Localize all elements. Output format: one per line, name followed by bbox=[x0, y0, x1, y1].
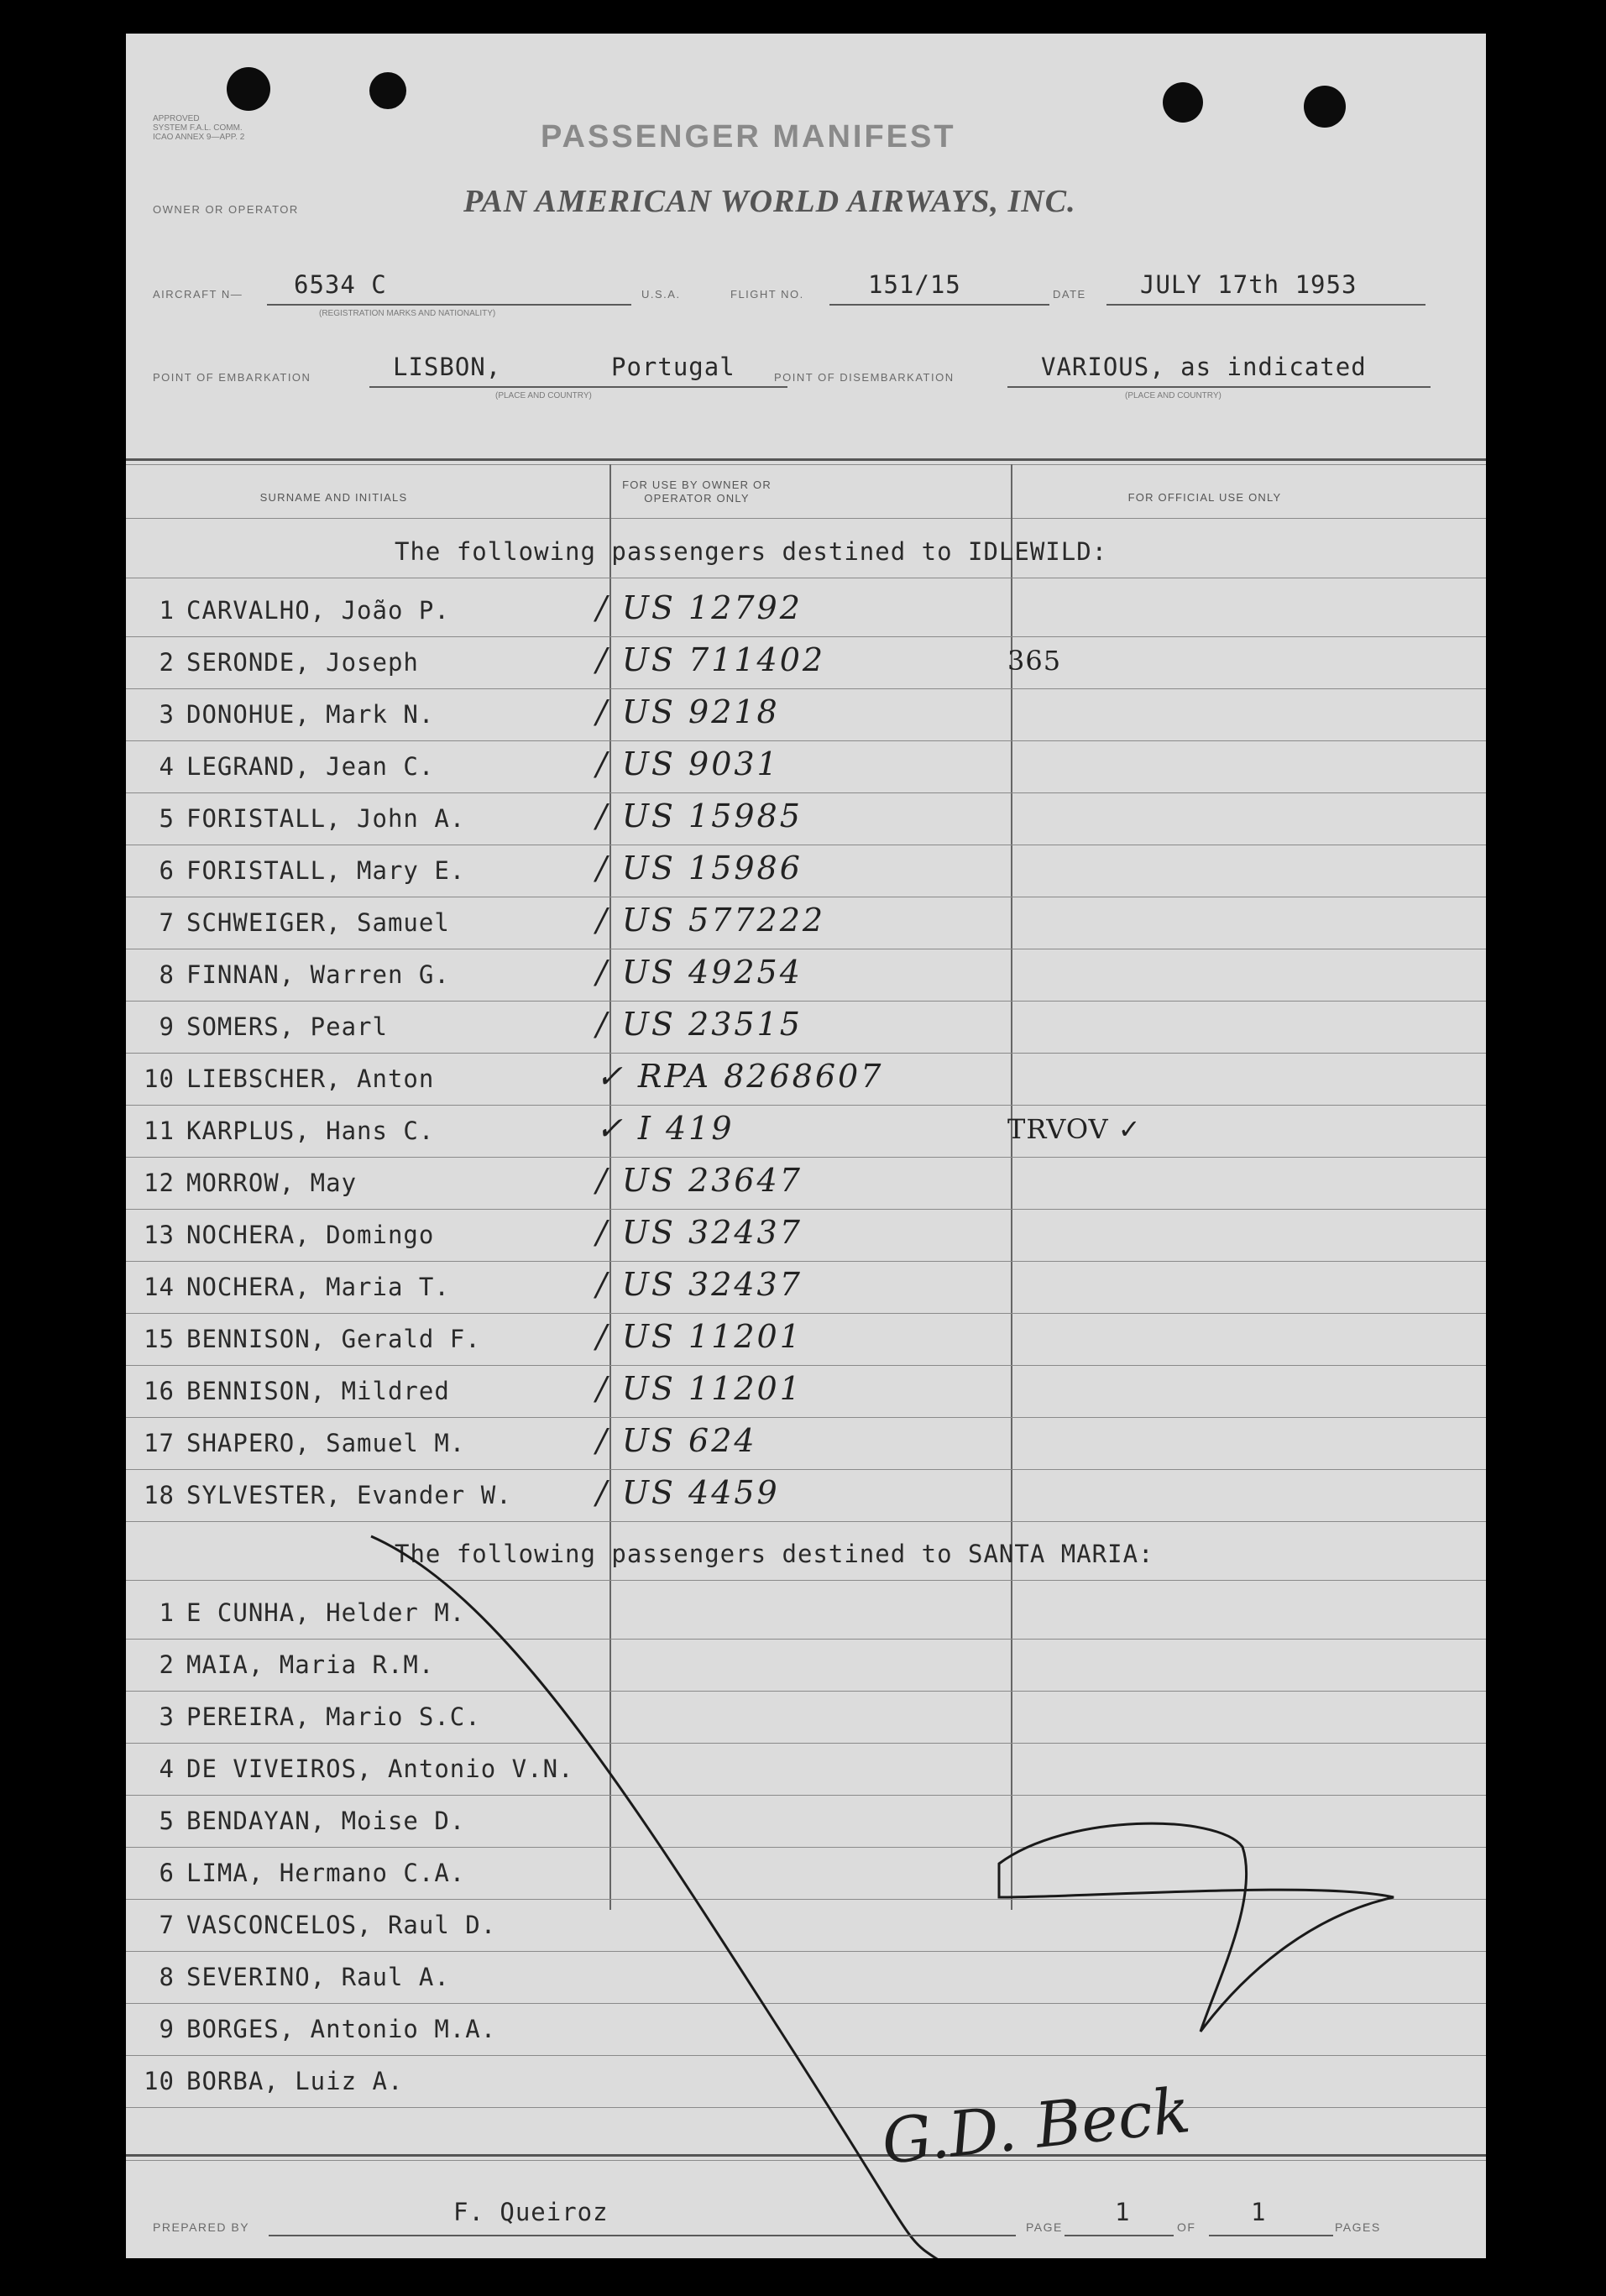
passenger-name: FORISTALL, John A. bbox=[186, 804, 466, 833]
passenger-number: 10 bbox=[144, 1064, 175, 1093]
of-label: OF bbox=[1177, 2220, 1196, 2234]
col-surname: SURNAME AND INITIALS bbox=[259, 491, 408, 504]
embark-city: LISBON, bbox=[393, 353, 502, 381]
passenger-name: BENDAYAN, Moise D. bbox=[186, 1807, 466, 1835]
santa-maria-heading: The following passengers destined to SANTA MARIA: bbox=[395, 1540, 1154, 1568]
registration-caption: (REGISTRATION MARKS AND NATIONALITY) bbox=[319, 309, 496, 318]
pages-label: PAGES bbox=[1335, 2220, 1381, 2234]
date-label: DATE bbox=[1053, 288, 1086, 301]
passenger-name: BENNISON, Mildred bbox=[186, 1377, 450, 1405]
passenger-number: 2 bbox=[159, 1650, 175, 1679]
passenger-number: 13 bbox=[144, 1221, 175, 1249]
approval-line: APPROVED bbox=[153, 114, 200, 123]
operator-annotation: / US 23515 bbox=[596, 1006, 803, 1043]
passenger-number: 4 bbox=[159, 1755, 175, 1783]
aircraft-label: AIRCRAFT N— bbox=[153, 288, 243, 301]
prepared-label: PREPARED BY bbox=[153, 2220, 250, 2234]
diagonal-stroke bbox=[371, 1536, 949, 2258]
manifest-sheet bbox=[126, 34, 1486, 2258]
passenger-number: 3 bbox=[159, 1702, 175, 1731]
official-annotation: 365 bbox=[1007, 645, 1062, 677]
operator-annotation: / US 9218 bbox=[596, 693, 780, 730]
passenger-number: 9 bbox=[159, 1012, 175, 1041]
passenger-name: VASCONCELOS, Raul D. bbox=[186, 1911, 497, 1939]
flight-label: FLIGHT NO. bbox=[730, 288, 804, 301]
passenger-name: SEVERINO, Raul A. bbox=[186, 1963, 450, 1991]
operator-annotation: / US 711402 bbox=[596, 641, 826, 678]
embark-country: Portugal bbox=[611, 353, 735, 381]
passenger-number: 12 bbox=[144, 1169, 175, 1197]
signature-marks bbox=[126, 34, 1486, 2258]
operator-annotation: / US 15986 bbox=[596, 850, 803, 886]
flight-number: 151/15 bbox=[868, 270, 961, 299]
operator-annotation: / US 23647 bbox=[596, 1162, 803, 1199]
operator-annotation: / US 32437 bbox=[596, 1266, 803, 1303]
owner-label: OWNER OR OPERATOR bbox=[153, 203, 299, 216]
col-official: FOR OFFICIAL USE ONLY bbox=[1127, 491, 1282, 504]
operator-annotation: / US 577222 bbox=[596, 902, 826, 939]
operator-annotation: / US 624 bbox=[596, 1422, 757, 1459]
col-owner: FOR USE BY OWNER OR OPERATOR ONLY bbox=[622, 479, 772, 505]
passenger-number: 6 bbox=[159, 1859, 175, 1887]
passenger-name: FINNAN, Warren G. bbox=[186, 960, 450, 989]
operator-annotation: / US 11201 bbox=[596, 1370, 803, 1407]
embark-label: POINT OF EMBARKATION bbox=[153, 371, 311, 384]
page-number: 1 bbox=[1115, 2198, 1131, 2226]
passenger-name: SOMERS, Pearl bbox=[186, 1012, 388, 1041]
aircraft-number: 6534 C bbox=[294, 270, 387, 299]
passenger-number: 11 bbox=[144, 1117, 175, 1145]
passenger-number: 7 bbox=[159, 1911, 175, 1939]
loop-stroke bbox=[999, 1823, 1394, 2032]
embark-place-caption: (PLACE AND COUNTRY) bbox=[495, 391, 592, 400]
passenger-number: 16 bbox=[144, 1377, 175, 1405]
passenger-number: 14 bbox=[144, 1273, 175, 1301]
passenger-number: 15 bbox=[144, 1325, 175, 1353]
flight-date: JULY 17th 1953 bbox=[1140, 270, 1358, 299]
passenger-number: 8 bbox=[159, 1963, 175, 1991]
operator-annotation: / US 15985 bbox=[596, 798, 803, 834]
operator-annotation: / US 12792 bbox=[596, 589, 803, 626]
passenger-number: 1 bbox=[159, 1598, 175, 1627]
form-title: PASSENGER MANIFEST bbox=[541, 119, 956, 154]
passenger-name: NOCHERA, Domingo bbox=[186, 1221, 435, 1249]
passenger-name: LEGRAND, Jean C. bbox=[186, 752, 435, 781]
operator-annotation: / US 49254 bbox=[596, 954, 803, 991]
passenger-name: PEREIRA, Mario S.C. bbox=[186, 1702, 481, 1731]
passenger-number: 1 bbox=[159, 596, 175, 625]
passenger-number: 9 bbox=[159, 2015, 175, 2043]
idlewild-heading: The following passengers destined to IDLEWILD: bbox=[395, 537, 1108, 566]
usa-label: U.S.A. bbox=[641, 288, 681, 301]
passenger-name: LIMA, Hermano C.A. bbox=[186, 1859, 466, 1887]
passenger-number: 5 bbox=[159, 804, 175, 833]
disembark-place: VARIOUS, as indicated bbox=[1041, 353, 1367, 381]
operator-annotation: ✓ RPA 8268607 bbox=[596, 1058, 884, 1095]
passenger-name: BENNISON, Gerald F. bbox=[186, 1325, 481, 1353]
passenger-name: NOCHERA, Maria T. bbox=[186, 1273, 450, 1301]
passenger-name: LIEBSCHER, Anton bbox=[186, 1064, 435, 1093]
operator-annotation: / US 4459 bbox=[596, 1474, 780, 1511]
passenger-name: KARPLUS, Hans C. bbox=[186, 1117, 435, 1145]
passenger-number: 2 bbox=[159, 648, 175, 677]
disembark-label: POINT OF DISEMBARKATION bbox=[774, 371, 955, 384]
passenger-number: 18 bbox=[144, 1481, 175, 1509]
passenger-name: SCHWEIGER, Samuel bbox=[186, 908, 450, 937]
operator-annotation: / US 9031 bbox=[596, 745, 780, 782]
prepared-by: F. Queiroz bbox=[453, 2198, 609, 2226]
passenger-name: FORISTALL, Mary E. bbox=[186, 856, 466, 885]
passenger-name: SYLVESTER, Evander W. bbox=[186, 1481, 512, 1509]
passenger-name: DONOHUE, Mark N. bbox=[186, 700, 435, 729]
operator-annotation: / US 32437 bbox=[596, 1214, 803, 1251]
passenger-number: 17 bbox=[144, 1429, 175, 1457]
operator-name: PAN AMERICAN WORLD AIRWAYS, INC. bbox=[463, 184, 1076, 219]
disembark-place-caption: (PLACE AND COUNTRY) bbox=[1125, 391, 1222, 400]
passenger-name: BORGES, Antonio M.A. bbox=[186, 2015, 497, 2043]
passenger-number: 4 bbox=[159, 752, 175, 781]
passenger-number: 7 bbox=[159, 908, 175, 937]
official-annotation: TRVOV ✓ bbox=[1007, 1113, 1142, 1145]
passenger-name: MORROW, May bbox=[186, 1169, 358, 1197]
page-label: PAGE bbox=[1026, 2220, 1063, 2234]
operator-annotation: ✓ I 419 bbox=[596, 1110, 735, 1147]
operator-annotation: / US 11201 bbox=[596, 1318, 803, 1355]
passenger-name: CARVALHO, João P. bbox=[186, 596, 450, 625]
passenger-name: MAIA, Maria R.M. bbox=[186, 1650, 435, 1679]
passenger-number: 6 bbox=[159, 856, 175, 885]
page-total: 1 bbox=[1251, 2198, 1267, 2226]
approval-line: SYSTEM F.A.L. COMM. bbox=[153, 123, 243, 133]
passenger-name: E CUNHA, Helder M. bbox=[186, 1598, 466, 1627]
passenger-number: 3 bbox=[159, 700, 175, 729]
passenger-name: DE VIVEIROS, Antonio V.N. bbox=[186, 1755, 574, 1783]
signature: G.D. Beck bbox=[878, 2074, 1194, 2179]
passenger-name: SHAPERO, Samuel M. bbox=[186, 1429, 466, 1457]
approval-line: ICAO ANNEX 9—APP. 2 bbox=[153, 133, 245, 142]
passenger-number: 10 bbox=[144, 2067, 175, 2095]
passenger-name: BORBA, Luiz A. bbox=[186, 2067, 404, 2095]
passenger-number: 5 bbox=[159, 1807, 175, 1835]
passenger-name: SERONDE, Joseph bbox=[186, 648, 419, 677]
passenger-number: 8 bbox=[159, 960, 175, 989]
